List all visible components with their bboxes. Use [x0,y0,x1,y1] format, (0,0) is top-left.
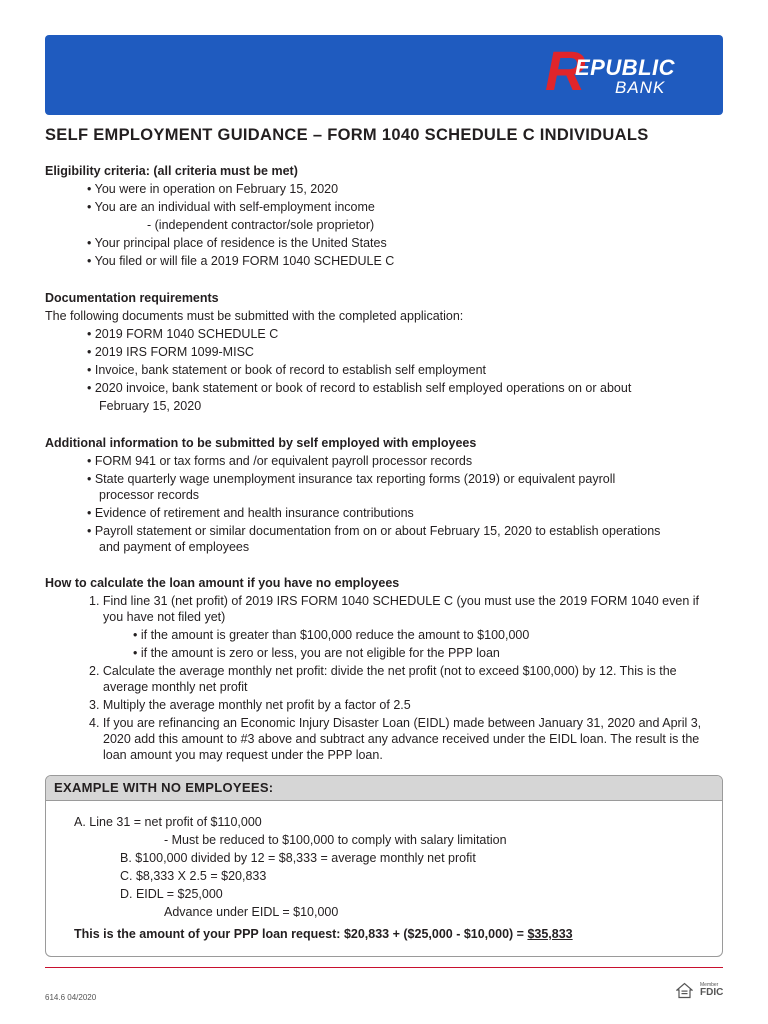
additional-item-cont: and payment of employees [99,540,250,554]
example-line: A. Line 31 = net profit of $110,000 [74,815,262,829]
additional-item: • FORM 941 or tax forms and /or equivalent payroll processor records [87,454,473,468]
logo-sub: BANK [615,78,666,97]
footer-rule [45,967,723,968]
documentation-intro: The following documents must be submitted with the completed application: [45,309,464,323]
eligibility-item: • You filed or will file a 2019 FORM 1040 SCHEDULE C [87,254,395,268]
example-result-label: This is the amount of your PPP loan request: $20,833 + ($25,000 - $10,000) = [74,927,528,941]
header-banner [45,35,723,115]
calculate-step-cont: average monthly net profit [103,680,248,694]
calculate-step: 3. Multiply the average monthly net profit by a factor of 2.5 [89,698,411,712]
example-line: D. EIDL = $25,000 [120,887,223,901]
eligibility-item: • Your principal place of residence is the United States [87,236,387,250]
documentation-item: • 2019 IRS FORM 1099-MISC [87,345,254,359]
additional-item: • Evidence of retirement and health insurance contributions [87,506,414,520]
fdic-text: FDIC [700,987,724,998]
form-code: 614.6 04/2020 [45,993,97,1002]
documentation-item: • 2020 invoice, bank statement or book of record to establish self employed operations on or about [87,381,632,395]
documentation-heading: Documentation requirements [45,291,219,305]
calculate-step: 2. Calculate the average monthly net profit: divide the net profit (not to exceed $100,000) by 12. This is the [89,664,677,678]
documentation-item-cont: February 15, 2020 [99,399,202,413]
calculate-step-cont: you have not filed yet) [103,610,226,624]
example-line: - Must be reduced to $100,000 to comply with salary limitation [164,833,507,847]
calculate-step: 1. Find line 31 (net profit) of 2019 IRS FORM 1040 SCHEDULE C (you must use the 2019 FORM 1040 even if [89,594,700,608]
calculate-step-cont: 2020 add this amount to #3 above and subtract any advance received under the EIDL loan. The result is the [103,732,700,746]
republic-bank-logo [545,39,695,102]
example-box [45,775,723,957]
fdic-logo [700,983,723,998]
additional-item: • State quarterly wage unemployment insurance tax reporting forms (2019) or equivalent payroll [87,472,616,486]
additional-item-cont: processor records [99,488,200,502]
logo-letter: R [545,39,586,102]
eligibility-subitem: - (independent contractor/sole proprietor) [147,218,375,232]
page-title: SELF EMPLOYMENT GUIDANCE – FORM 1040 SCHEDULE C INDIVIDUALS [45,126,649,144]
calculate-step: 4. If you are refinancing an Economic Injury Disaster Loan (EIDL) made between January 31, 2020 and April 3, [89,716,702,730]
calculate-step-cont: loan amount you may request under the PPP loan. [103,748,383,762]
example-result-value: $35,833 [527,927,573,941]
example-line: Advance under EIDL = $10,000 [164,905,339,919]
calculate-heading: How to calculate the loan amount if you have no employees [45,576,400,590]
calculate-substep: • if the amount is greater than $100,000 reduce the amount to $100,000 [133,628,530,642]
equal-housing-icon [676,982,693,999]
example-result [74,925,573,943]
documentation-item: • 2019 FORM 1040 SCHEDULE C [87,327,279,341]
calculate-substep: • if the amount is zero or less, you are not eligible for the PPP loan [133,646,500,660]
eligibility-item: • You are an individual with self-employment income [87,200,375,214]
additional-item: • Payroll statement or similar documentation from on or about February 15, 2020 to establish operations [87,524,661,538]
eligibility-item: • You were in operation on February 15, 2020 [87,182,339,196]
fdic-member: Member [700,982,719,988]
documentation-item: • Invoice, bank statement or book of record to establish self employment [87,363,487,377]
example-line: B. $100,000 divided by 12 = $8,333 = average monthly net profit [120,851,476,865]
example-line: C. $8,333 X 2.5 = $20,833 [120,869,267,883]
eligibility-heading: Eligibility criteria: (all criteria must be met) [45,164,298,178]
example-heading: EXAMPLE WITH NO EMPLOYEES: [54,780,274,795]
example-header [46,776,722,801]
additional-heading: Additional information to be submitted by self employed with employees [45,436,477,450]
logo-word: EPUBLIC [575,55,676,80]
